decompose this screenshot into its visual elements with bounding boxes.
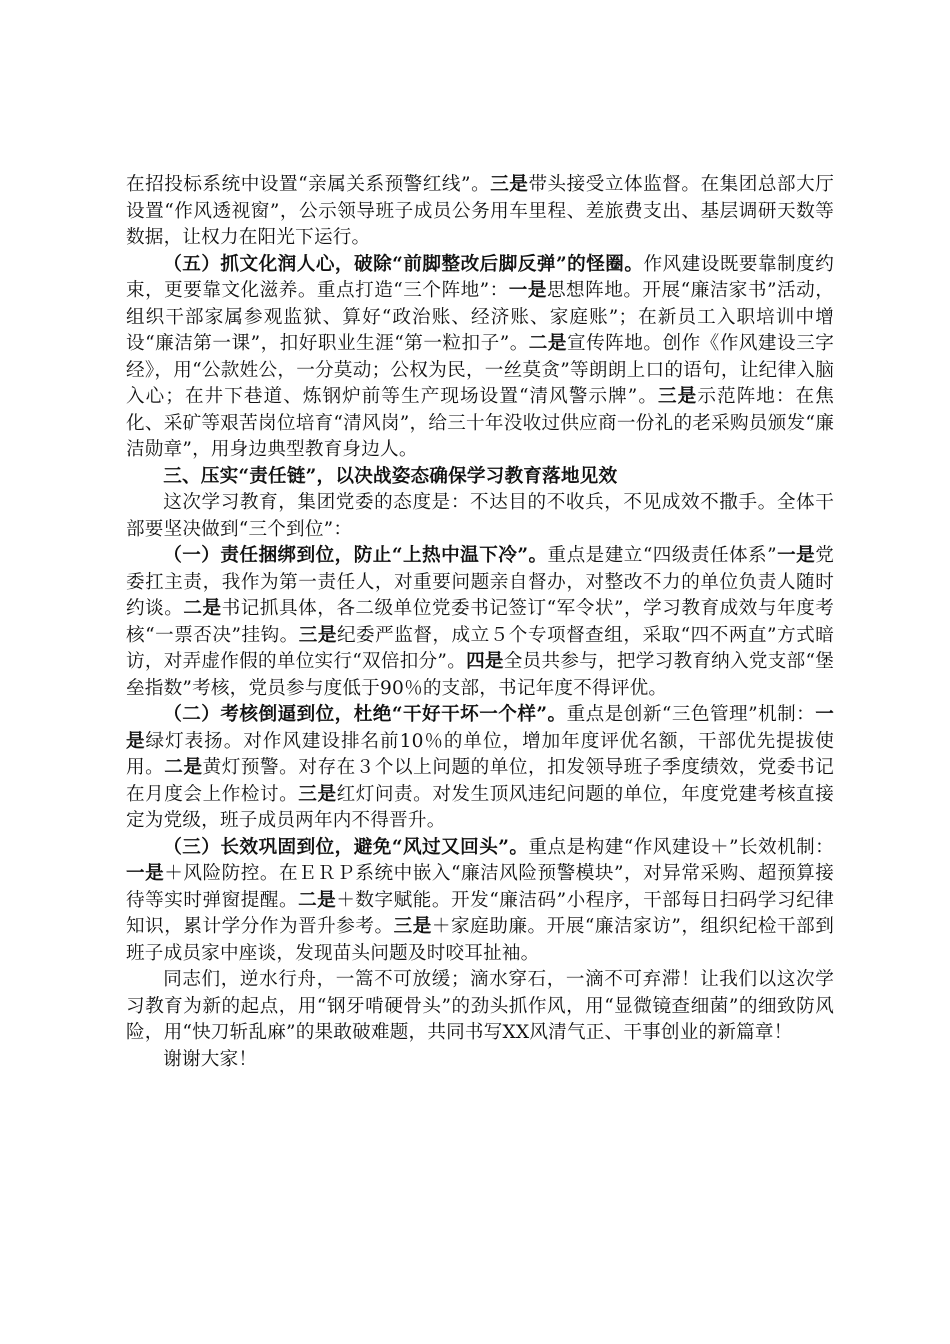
bold-marker: 三是	[298, 783, 337, 805]
section-heading-3	[126, 464, 834, 491]
subheading: （三）长效巩固到位，避免“风过又回头”。	[163, 836, 529, 858]
text-segment: 全员共参与，把学习教育纳入党支部“堡垒指数”考核，党员参与度低于90％的支部，书记年度不得评优。	[126, 651, 835, 699]
text-segment: 纪委严监督，成立５个专项督查组，采取“四不两直”方式暗访，对弄虚作假的单位实行“双倍扣分”。	[126, 624, 834, 672]
bold-marker: 三是	[658, 386, 698, 407]
text-segment: 谢谢大家！	[163, 1048, 258, 1070]
text-segment: ＋数字赋能。开发“廉洁码”小程序，干部每日扫码学习纪律知识，累计学分作为晋升参考。	[126, 889, 834, 937]
bold-marker: 三是	[298, 624, 337, 646]
bold-marker: 二是	[183, 598, 222, 619]
text-segment: 示范阵地：在焦化、采矿等艰苦岗位培育“清风岗”，给三十年没收过供应商一份礼的老采购员颁发“廉洁勋章”，用身边典型教育身边人。	[126, 386, 834, 460]
subheading: （一）责任捆绑到位，防止“上热中温下冷”。	[163, 545, 548, 566]
bold-marker: 一是	[508, 280, 547, 301]
paragraph-3-2	[126, 702, 834, 835]
bold-marker: 一是	[126, 704, 835, 752]
text-segment: 带头接受立体监督。在集团总部大厅设置“作风透视窗”，公示领导班子成员公务用车里程、差旅费支出、基层调研天数等数据，让权力在阳光下运行。	[126, 174, 835, 248]
paragraph-3-3	[126, 835, 834, 968]
text-segment: 思想阵地。开展“廉洁家书”活动，组织干部家属参观监狱、算好“政治账、经济账、家庭账”；在新员工入职培训中增设“廉洁第一课”，扣好职业生涯“第一粒扣子”。	[126, 280, 834, 354]
text-segment: 重点是建立“四级责任体系”	[547, 545, 777, 566]
paragraph-thanks	[126, 1047, 834, 1074]
bold-marker: 一是	[776, 545, 816, 566]
text-segment: ＋家庭助廉。开展“廉洁家访”，组织纪检干部到班子成员家中座谈，发现苗头问题及时咬耳扯袖。	[126, 916, 834, 964]
text-segment: 重点是构建“作风建设＋”长效机制：	[528, 836, 834, 858]
bold-marker: 三是	[490, 174, 529, 195]
paragraph-section-5	[126, 252, 834, 464]
bold-marker: 三是	[393, 916, 432, 937]
text-segment: 黄灯预警。对存在３个以上问题的单位，扣发领导班子季度绩效，党委书记在月度会上作检讨。	[126, 757, 834, 805]
bold-marker: 二是	[164, 757, 203, 778]
text-segment: 绿灯表扬。对作风建设排名前10％的单位，增加年度评优名额，干部优先提拔使用。	[126, 730, 834, 778]
subheading: （二）考核倒逼到位，杜绝“干好干坏一个样”。	[163, 704, 567, 725]
text-segment: 同志们，逆水行舟，一篙不可放缓；滴水穿石，一滴不可弃滞！让我们以这次学习教育为新的起点，用“钢牙啃硬骨头”的劲头抓作风，用“显微镜查细菌”的细致防风险，用“快刀斩乱麻”的果敢破难题，共同书写XX风清气正、干事创业的新篇章！	[126, 969, 834, 1043]
bold-marker: 四是	[466, 651, 504, 672]
paragraph-continued	[126, 172, 834, 252]
text-segment: 宣传阵地。创作《作风建设三字经》，用“公款姓公，一分莫动；公权为民，一丝莫贪”等朗朗上口的语句，让纪律入脑入心；在井下巷道、炼钢炉前等生产现场设置“清风警示牌”。	[126, 333, 834, 407]
bold-marker: 一是	[126, 863, 165, 884]
text-segment: 书记抓具体，各二级单位党委书记签订“军令状”，学习教育成效与年度考核“一票否决”挂钩。	[126, 598, 834, 646]
text-segment: 作风建设既要靠制度约束，更要靠文化滋养。重点打造“三个阵地”：	[126, 253, 834, 301]
text-segment: ＋风险防控。在ＥＲＰ系统中嵌入“廉洁风险预警模块”，对异常采购、超预算接待等实时弹窗提醒。	[126, 863, 835, 911]
document-page	[126, 172, 834, 1073]
text-segment: 重点是创新“三色管理”机制：	[566, 704, 816, 725]
paragraph-closing	[126, 967, 834, 1047]
text-segment: 红灯问责。对发生顶风违纪问题的单位，年度党建考核直接定为党级，班子成员两年内不得晋升。	[126, 783, 834, 831]
subheading: （五）抓文化润人心，破除“前脚整改后脚反弹”的怪圈。	[163, 253, 644, 275]
paragraph-3-1	[126, 543, 834, 702]
text-segment: 在招投标系统中设置“亲属关系预警红线”。	[126, 174, 491, 195]
text-segment: 党委扛主责，我作为第一责任人，对重要问题亲自督办，对整改不力的单位负责人随时约谈。	[126, 545, 834, 619]
bold-marker: 二是	[528, 333, 567, 354]
bold-marker: 二是	[298, 889, 337, 911]
paragraph-intro	[126, 490, 834, 543]
heading-text: 三、压实“责任链”，以决战姿态确保学习教育落地见效	[163, 465, 618, 487]
text-segment: 这次学习教育，集团党委的态度是：不达目的不收兵，不见成效不撒手。全体干部要坚决做到“三个到位”：	[126, 492, 834, 540]
